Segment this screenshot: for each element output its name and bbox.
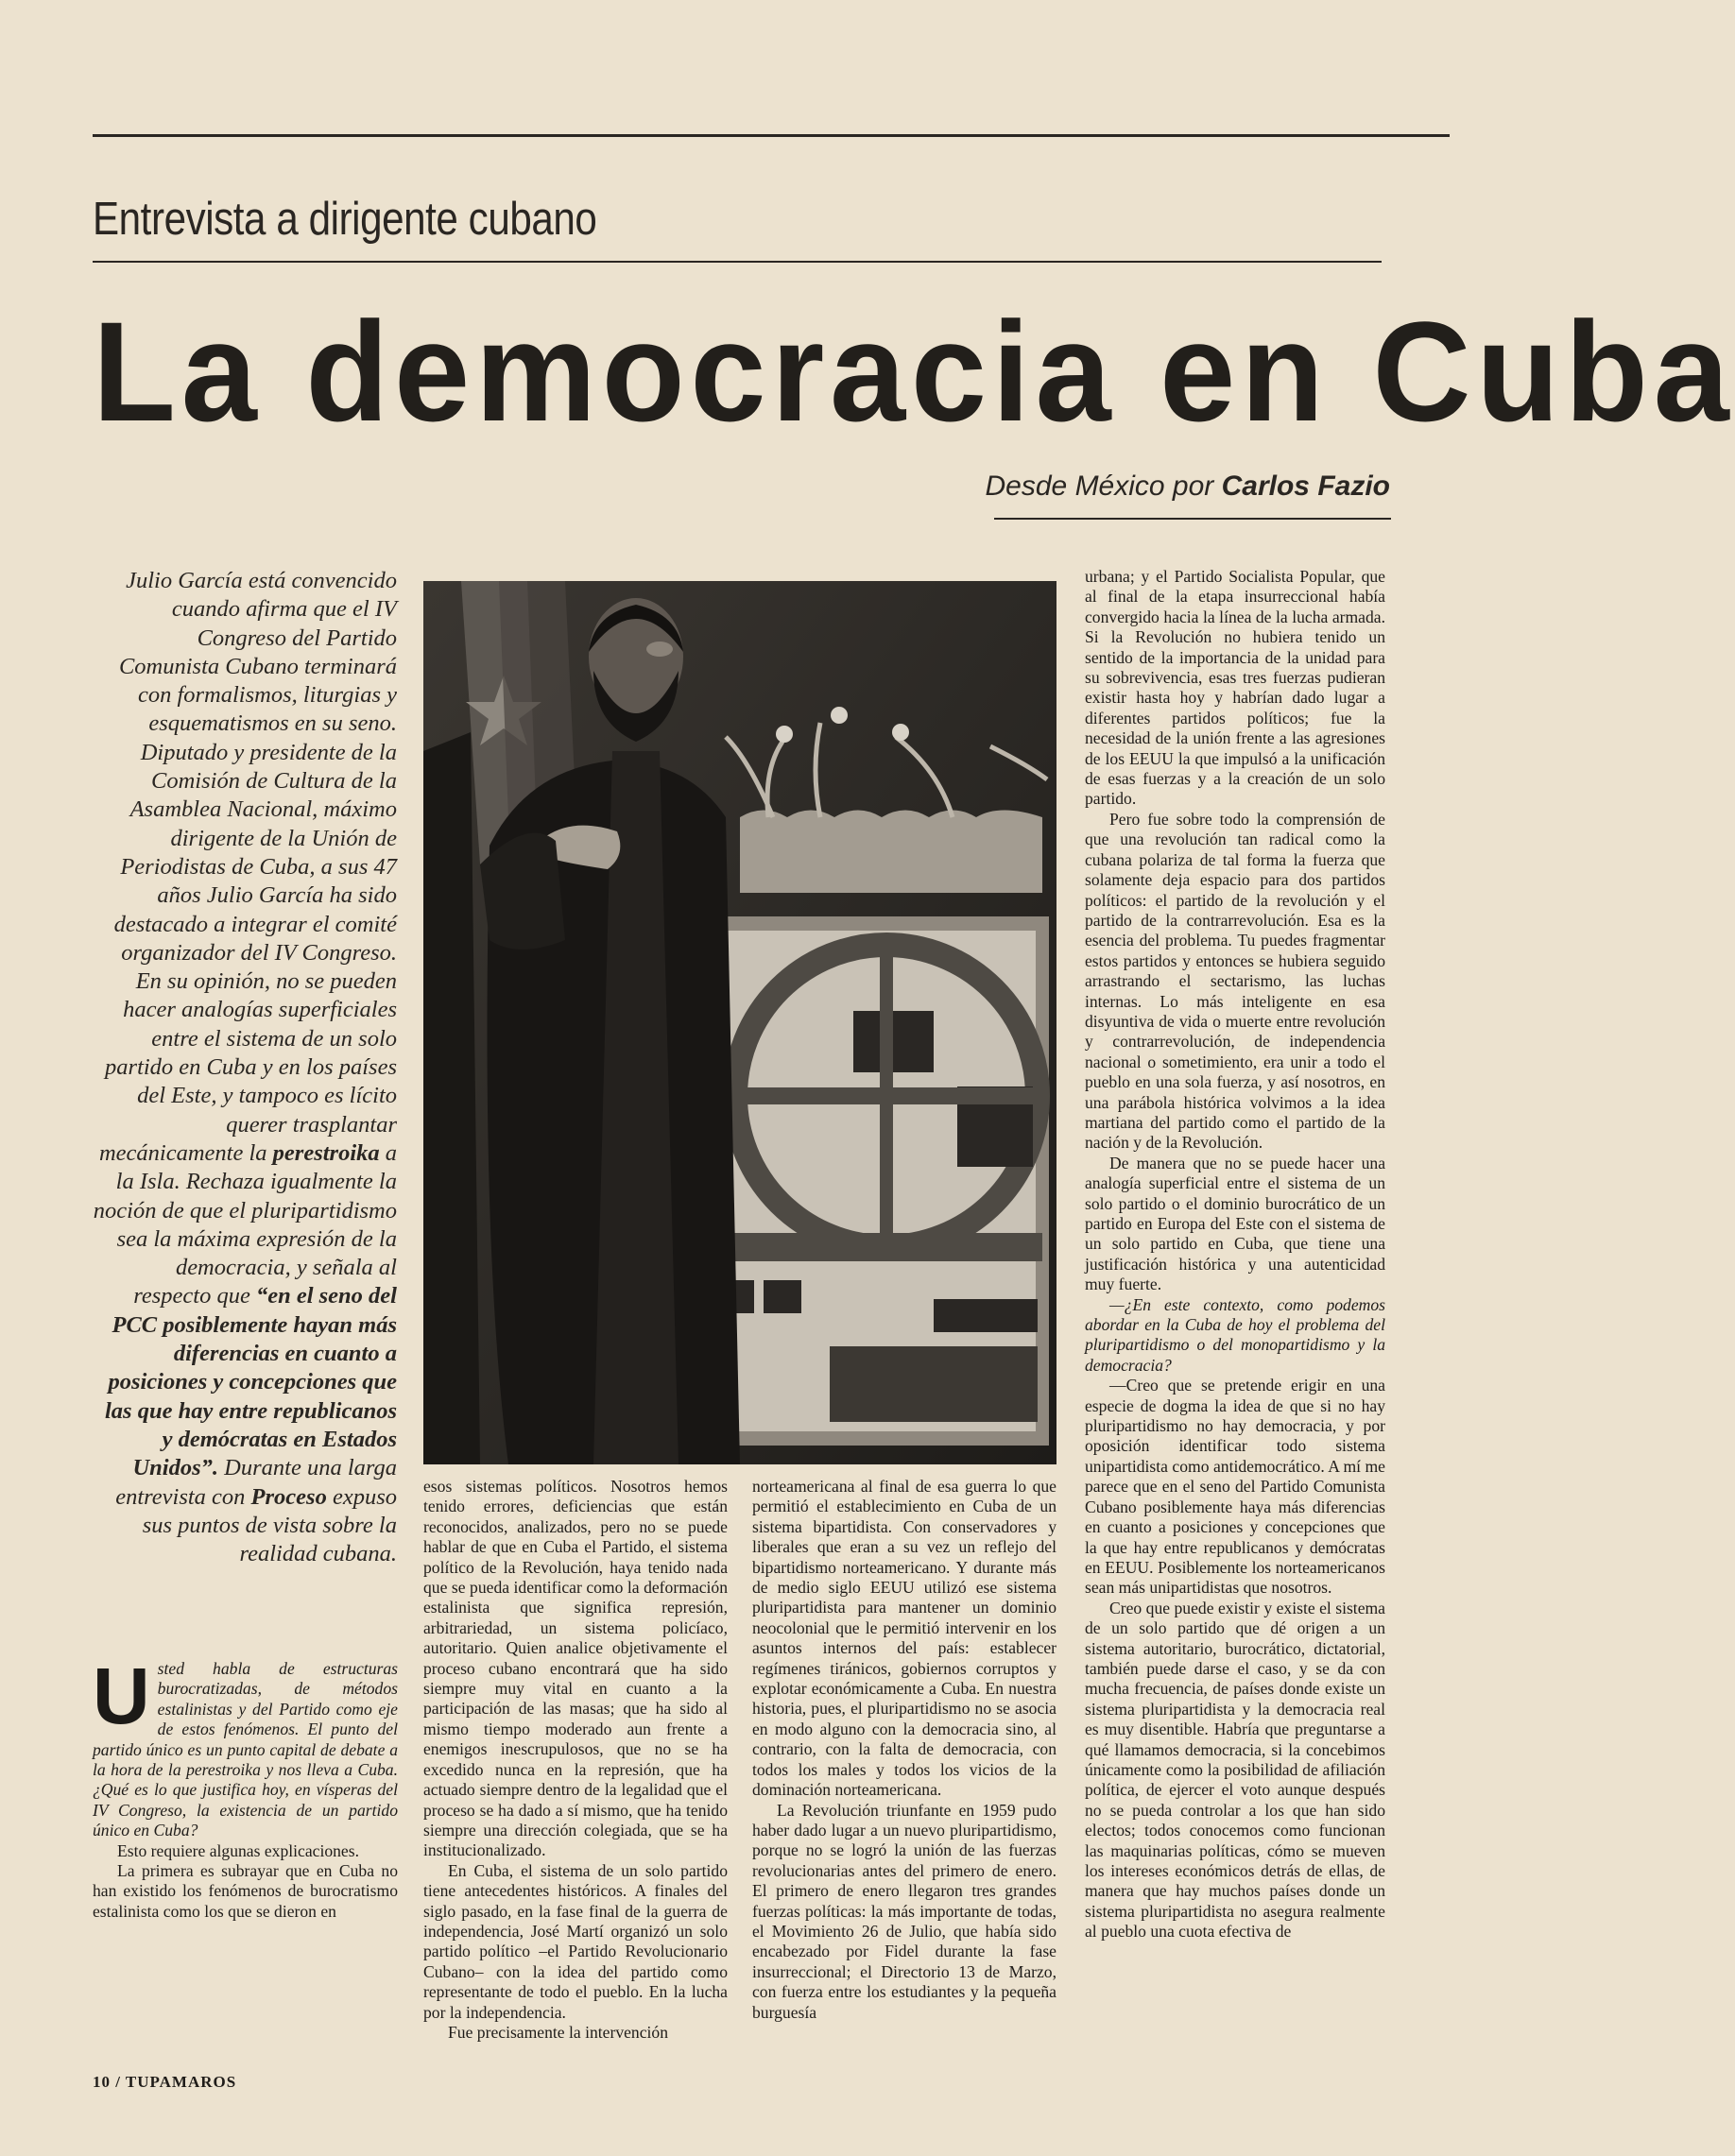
- intro-blurb: [93, 567, 397, 1568]
- paragraph: urbana; y el Partido Socialista Popular, que al final de la etapa insurreccional había convergido hacia la línea de la lucha armada. Si la Revolución no hubiera tenido un sentido de la importancia de la unidad para su sobrevivencia, esas tres fuerzas pudieran existir hasta hoy y habrían dado lugar a diferentes partidos políticos; fue la necesidad de la unión frente a las agresiones de los EEUU la que impulsó a la unificación de esas fuerzas y a la creación de un solo partido.: [1085, 567, 1385, 809]
- interview-question: —¿En este contexto, como podemos abordar en la Cuba de hoy el problema del pluripartidismo o del monopartidismo y la democracia?: [1085, 1294, 1385, 1375]
- paragraph: —Creo que se pretende erigir en una especie de dogma la idea de que si no hay pluripartidismo no hay democracia, y por oposición identificar todo sistema unipartidista como antidemocrático. A mí me parece que en el seno del Partido Comunista Cubano posiblemente haya más diferencias en cuanto a posiciones y concepciones que la que hay entre republicanos y demócratas en EEUU. Posiblemente los norteamericanos sean más unipartidistas que nosotros.: [1085, 1376, 1385, 1598]
- kicker-rule: [93, 261, 1382, 263]
- speaker-photo-illustration: [423, 581, 1056, 1464]
- paragraph: Esto requiere algunas explicaciones.: [117, 1840, 359, 1860]
- intro-quote: “en el seno del PCC posiblemente hayan más diferencias en cuanto a posiciones y concepciones que las que hay entre republicanos y demócratas en Estados Unidos”.: [105, 1283, 397, 1481]
- intro-proceso: Proceso: [250, 1483, 327, 1510]
- paragraph: La primera es subrayar que en Cuba no han existido los fenómenos de burocratismo estalinista como los que se dieron en: [93, 1861, 398, 1921]
- paragraph: Creo que puede existir y existe el sistema de un solo partido que dé origen a un sistema autoritario, burocrático, dictatorial, también puede darse el caso, y se da con mucha frecuencia, de países donde existe un sistema pluripartidista y la democracia real es muy disentible. Habría que preguntarse a qué llamamos democracia, si la concebimos únicamente como la posibilidad de afiliación política, de ejercer el voto aunque después no se pueda controlar a los que han sido electos; todos conocemos como funcionan las maquinarias políticas, cómo se mueven los intereses económicos detrás de ellas, de manera que hay muchos países donde un sistema pluripartidista no asegura realmente al pueblo una cuota efectiva de: [1085, 1598, 1385, 1942]
- paragraph: Fue precisamente la intervención: [448, 2022, 669, 2042]
- intro-perestroika: perestroika: [272, 1139, 380, 1166]
- section-kicker: Entrevista a dirigente cubano: [93, 194, 597, 245]
- column-3: [752, 1477, 1056, 2023]
- top-rule: [93, 134, 1450, 137]
- paragraph: Pero fue sobre todo la comprensión de que una revolución tan radical como la cubana polariza de tal forma la fuerza que solamente deja espacio para dos partidos políticos: el partido de la revolución y el partido de la contrarrevolución. Esa es la esencia del problema. Tu puedes fragmentar estos partidos y entonces se hubiera seguido arrastrando el sectarismo, las luchas internas. Lo más inteligente en esa disyuntiva de vida o muerte entre revolución y contrarrevolución, de independencia nacional o sometimiento, era unir a todo el pueblo en una sola fuerza, y así nosotros, en una parábola histórica volvimos a la idea martiana del partido como el partido de la nación y de la Revolución.: [1085, 809, 1385, 1153]
- paragraph: De manera que no se puede hacer una analogía superficial entre el sistema de un solo partido o el dominio burocrático de un partido en Europa del Este con el sistema de un solo partido en Cuba, que tiene una justificación histórica y una autenticidad muy fuerte.: [1085, 1153, 1385, 1294]
- paragraph: norteamericana al final de esa guerra lo que permitió el establecimiento en Cuba de un sistema bipartidista. Con conservadores y liberales que eran a su vez un reflejo del bipartidismo norteamericano. Y durante más de medio siglo EEUU utilizó ese sistema pluripartidista para mantener un dominio neocolonial que le permitió intervenir en los asuntos internos del país: establecer regímenes tiránicos, gobiernos corruptos y explotar económicamente a Cuba. En nuestra historia, pues, el pluripartidismo no se asocia en modo alguno con la democracia sino, al contrario, con la falta de democracia, con todos los males y todos los vicios de la dominación norteamericana.: [752, 1477, 1056, 1800]
- paragraph: En Cuba, el sistema de un solo partido tiene antecedentes históricos. A finales del siglo pasado, en la fase final de la guerra de independencia, José Martí organizó un solo partido político –el Partido Revolucionario Cubano– con la idea del partido como representante de todo el pueblo. En la lucha por la independencia.: [423, 1860, 728, 2022]
- paragraph: esos sistemas políticos. Nosotros hemos tenido errores, deficiencias que están reconocidos, analizados, pero no se puede hablar de que en Cuba el Partido, el sistema político de la Revolución, haya tenido nada que se pueda identificar como la deformación estalinista que significa represión, arbitrariedad, un sistema policíaco, autoritario. Quien analice objetivamente el proceso cubano encontrará que ha sido siempre muy vital en cuanto a la participación de las masas; que ha sido al mismo tiempo moderado aun frente a enemigos inescrupulosos, que no se ha excedido nunca en la represión, que ha actuado siempre dentro de la legalidad que el proceso se ha dado a sí mismo, que ha tenido siempre una dirección colegiada, que se ha institucionalizado.: [423, 1477, 728, 1860]
- column-1: [93, 1651, 398, 1922]
- byline-rule: [994, 518, 1391, 520]
- byline: [986, 471, 1390, 503]
- intro-text-4: expuso sus puntos de vista sobre la realidad cubana.: [142, 1483, 397, 1567]
- column-2: [423, 1477, 728, 2043]
- paragraph: La Revolución triunfante en 1959 pudo haber dado lugar a un nuevo pluripartidismo, porque no se logró la unión de las fuerzas revolucionarias antes del primero de enero. El primero de enero llegaron tres grandes fuerzas políticas: la más importante de todas, el Movimiento 26 de Julio, que había sido encabezado por Fidel durante la fase insurreccional; el Directorio 13 de Marzo, con fuerza entre los estudiantes y la pequeña burguesía: [752, 1800, 1056, 2022]
- byline-prefix: Desde México por: [985, 471, 1222, 502]
- intro-text-2: a la Isla. Rechaza igualmente la noción de que el pluripartidismo sea la máxima expresión de la democracia, y señala al respecto que: [93, 1139, 397, 1309]
- intro-text-1: Julio García está convencido cuando afirma que el IV Congreso del Partido Comunista Cubano terminará con formalismos, liturgias y esquematismos en su seno. Diputado y presidente de la Comisión de Cultura de la Asamblea Nacional, máximo dirigente de la Unión de Periodistas de Cuba, a sus 47 años Julio García ha sido destacado a integrar el comité organizador del IV Congreso. En su opinión, no se pueden hacer analogías superficiales entre el sistema de un solo partido en Cuba y en los países del Este, y tampoco es lícito querer trasplantar mecánicamente la: [98, 568, 397, 1166]
- page-folio: 10 / TUPAMAROS: [93, 2073, 237, 2091]
- speaker-photo: [423, 581, 1056, 1464]
- interview-question: sted habla de estructuras burocratizadas, de métodos estalinistas y del Partido como eje de estos fenómenos. El punto del partido único es un punto capital de debate a la hora de la perestroika y nos lleva a Cuba. ¿Qué es lo que justifica hoy, en vísperas del IV Congreso, la existencia de un partido único en Cuba?: [93, 1659, 398, 1840]
- intro-text-3: Durante una larga entrevista con: [115, 1455, 397, 1510]
- byline-author: Carlos Fazio: [1221, 471, 1390, 502]
- article-headline: La democracia en Cuba: [93, 292, 1735, 451]
- column-4: [1085, 567, 1385, 1942]
- drop-cap: U: [93, 1651, 150, 1740]
